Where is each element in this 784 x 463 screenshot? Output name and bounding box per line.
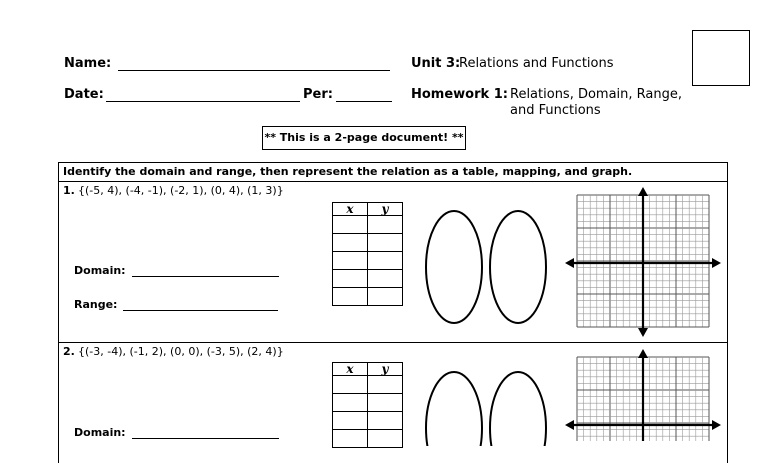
x-header: x <box>333 203 368 216</box>
mapping-diagram <box>424 205 554 335</box>
range-oval <box>490 372 546 446</box>
table-cell[interactable] <box>368 430 403 448</box>
domain-field[interactable] <box>132 438 279 439</box>
xy-table <box>332 202 403 306</box>
table-cell[interactable] <box>368 252 403 270</box>
table-cell[interactable] <box>368 376 403 394</box>
axis-arrow <box>565 420 574 430</box>
domain-oval <box>426 211 482 323</box>
axis-arrow <box>565 258 574 268</box>
coordinate-grid[interactable] <box>565 187 721 339</box>
table-cell[interactable] <box>368 270 403 288</box>
table-cell[interactable] <box>333 270 368 288</box>
period-label: Per: <box>303 87 333 102</box>
unit-label: Unit 3: <box>411 56 461 71</box>
grade-box[interactable] <box>692 30 750 86</box>
table-cell[interactable] <box>333 376 368 394</box>
problem-number: 2. <box>63 345 75 358</box>
xy-table <box>332 362 403 448</box>
x-header: x <box>333 363 368 376</box>
table-cell[interactable] <box>333 252 368 270</box>
name-field[interactable] <box>118 70 390 71</box>
domain-oval <box>426 372 482 446</box>
homework-title-line2: and Functions <box>510 103 601 118</box>
instructions: Identify the domain and range, then represent the relation as a table, mapping, and graph. <box>63 165 633 178</box>
table-cell[interactable] <box>333 394 368 412</box>
table-cell[interactable] <box>333 430 368 448</box>
axis-arrow <box>712 420 721 430</box>
axis-arrow <box>638 187 648 196</box>
domain-label: Domain: <box>74 264 126 277</box>
table-cell[interactable] <box>368 288 403 306</box>
homework-title-line1: Relations, Domain, Range, <box>510 87 683 102</box>
date-label: Date: <box>64 87 104 102</box>
divider <box>58 181 728 182</box>
y-header: y <box>368 203 403 216</box>
domain-field[interactable] <box>132 276 279 277</box>
problem-number: 1. <box>63 184 75 197</box>
range-field[interactable] <box>123 310 278 311</box>
domain-label: Domain: <box>74 426 126 439</box>
axis-arrow <box>638 349 648 358</box>
table-cell[interactable] <box>333 216 368 234</box>
problem-relation: {(-5, 4), (-4, -1), (-2, 1), (0, 4), (1, 3)} <box>78 184 284 197</box>
page-notice: ** This is a 2-page document! ** <box>262 126 466 150</box>
y-header: y <box>368 363 403 376</box>
unit-title: Relations and Functions <box>459 56 614 71</box>
divider <box>58 342 728 343</box>
table-cell[interactable] <box>333 288 368 306</box>
mapping-diagram <box>424 366 554 446</box>
homework-label: Homework 1: <box>411 87 508 102</box>
axis-arrow <box>638 328 648 337</box>
range-oval <box>490 211 546 323</box>
problem-relation: {(-3, -4), (-1, 2), (0, 0), (-3, 5), (2, 4)} <box>78 345 284 358</box>
axis-arrow <box>712 258 721 268</box>
range-label: Range: <box>74 298 118 311</box>
period-field[interactable] <box>336 101 392 102</box>
table-cell[interactable] <box>368 234 403 252</box>
table-cell[interactable] <box>333 234 368 252</box>
name-label: Name: <box>64 56 112 71</box>
date-field[interactable] <box>106 101 300 102</box>
table-cell[interactable] <box>368 412 403 430</box>
table-cell[interactable] <box>368 394 403 412</box>
coordinate-grid[interactable] <box>565 349 721 441</box>
table-cell[interactable] <box>333 412 368 430</box>
table-cell[interactable] <box>368 216 403 234</box>
